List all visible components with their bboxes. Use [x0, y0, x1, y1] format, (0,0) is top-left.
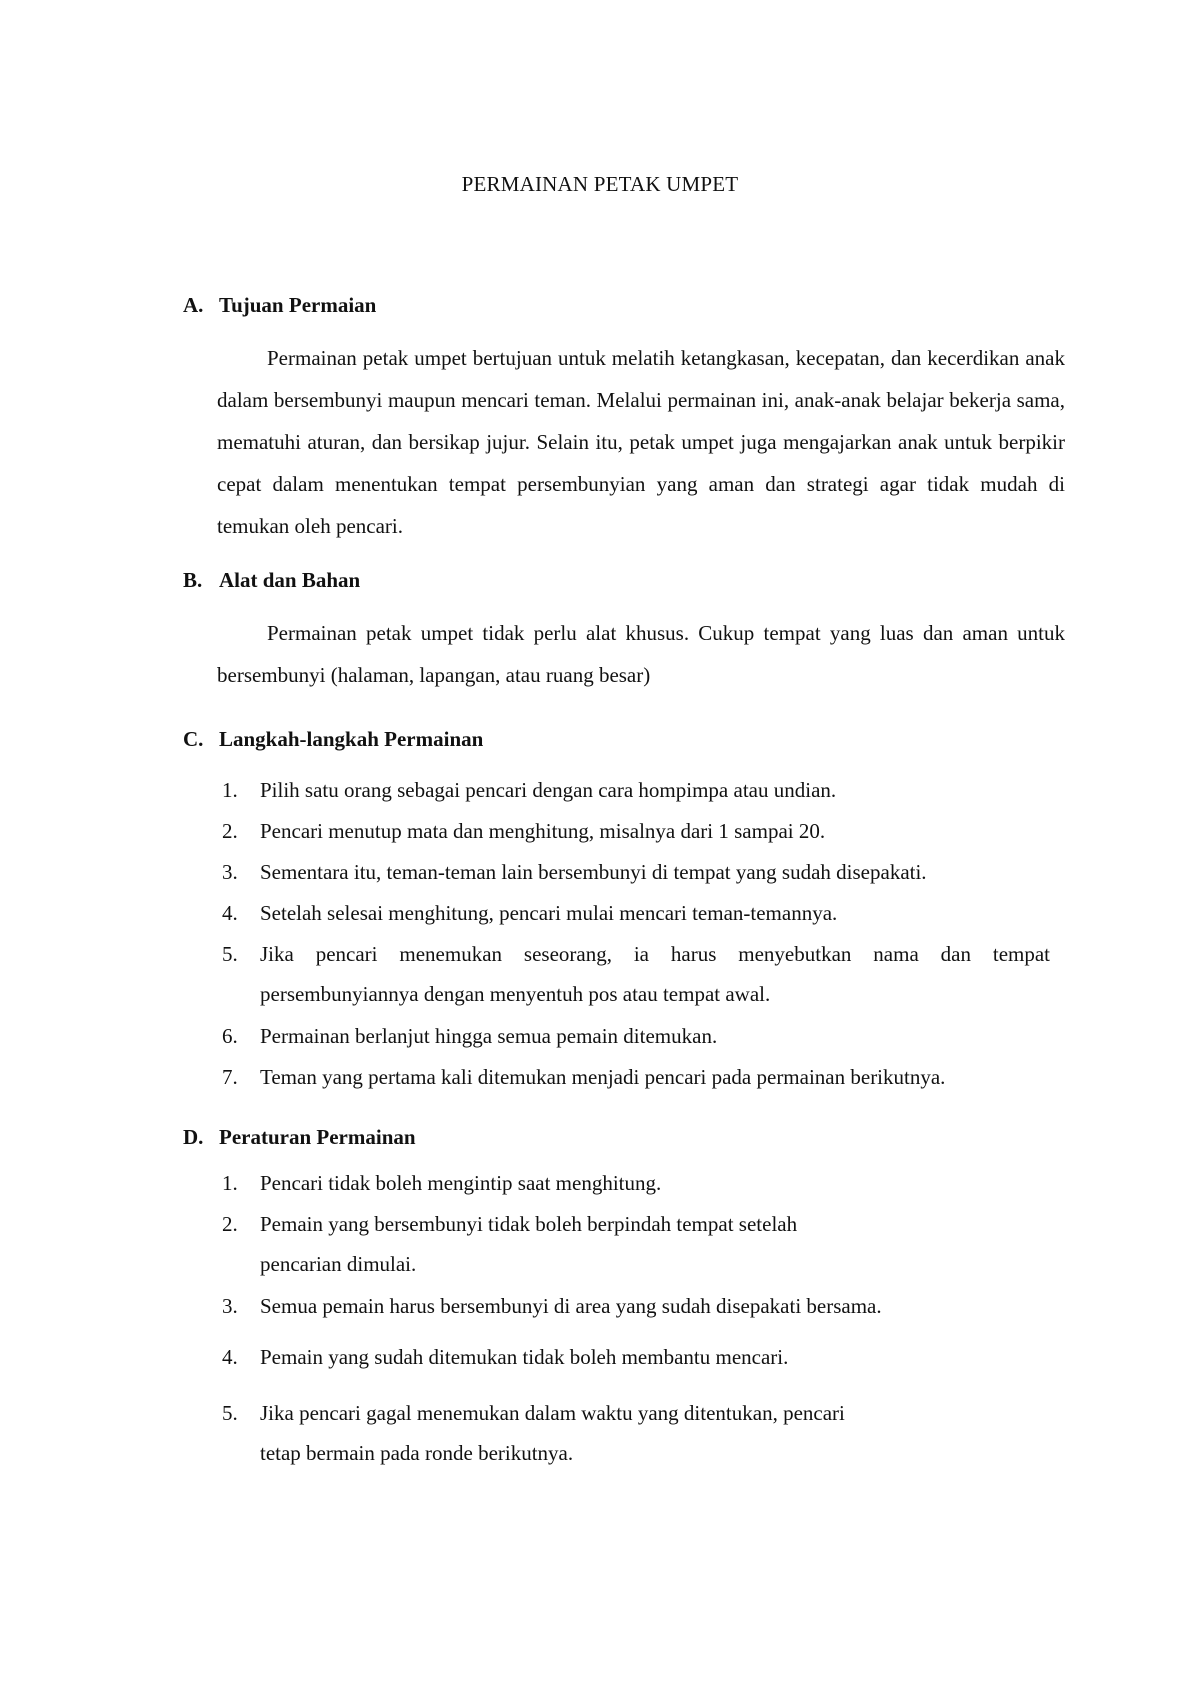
list-item — [222, 1286, 1050, 1326]
list-text-line: pencarian dimulai. — [260, 1252, 417, 1276]
list-text-line: tetap bermain pada ronde berikutnya. — [260, 1441, 574, 1465]
section-a-heading — [183, 293, 376, 318]
list-text: Permainan berlanjut hingga semua pemain ditemukan. — [260, 1024, 718, 1048]
section-b-paragraph: Permainan petak umpet tidak perlu alat khusus. Cukup tempat yang luas dan aman untuk bersembunyi (halaman, lapangan, atau ruang besar) — [217, 621, 1065, 687]
list-text: Pilih satu orang sebagai pencari dengan cara hompimpa atau undian. — [260, 778, 837, 802]
section-title: Langkah-langkah Permainan — [219, 727, 484, 751]
list-text-line: Jika pencari gagal menemukan dalam waktu yang ditentukan, pencari — [260, 1401, 845, 1425]
list-text — [260, 1204, 1050, 1284]
list-item — [222, 1337, 1050, 1377]
list-item — [222, 1016, 1050, 1056]
list-number: 2. — [222, 819, 238, 843]
section-d-heading — [183, 1125, 416, 1150]
list-number: 6. — [222, 1024, 238, 1048]
section-letter: B. — [183, 568, 203, 592]
list-number: 4. — [222, 1345, 238, 1369]
list-item — [222, 1163, 1050, 1203]
list-text: Setelah selesai menghitung, pencari mulai mencari teman-temannya. — [260, 901, 838, 925]
list-number: 2. — [222, 1212, 238, 1236]
section-title: Alat dan Bahan — [219, 568, 361, 592]
section-c-heading — [183, 727, 483, 752]
section-b-heading — [183, 568, 360, 593]
list-text: Teman yang pertama kali ditemukan menjadi pencari pada permainan berikutnya. — [260, 1065, 946, 1089]
list-number: 5. — [222, 1401, 238, 1425]
section-title: Peraturan Permainan — [219, 1125, 416, 1149]
list-text — [260, 1393, 1050, 1473]
list-item — [222, 852, 1050, 892]
list-text: Pencari menutup mata dan menghitung, misalnya dari 1 sampai 20. — [260, 819, 826, 843]
list-item — [222, 934, 1050, 1014]
list-item — [222, 811, 1050, 851]
list-item — [222, 770, 1050, 810]
list-text: Pemain yang sudah ditemukan tidak boleh membantu mencari. — [260, 1345, 789, 1369]
list-number: 1. — [222, 778, 238, 802]
section-letter: D. — [183, 1125, 204, 1149]
list-item — [222, 1393, 1050, 1473]
section-a-paragraph: Permainan petak umpet bertujuan untuk melatih ketangkasan, kecepatan, dan kecerdikan anak dalam bersembunyi maupun mencari teman. Melalui permainan ini, anak-anak belajar bekerja sama, mematuhi aturan, dan bersikap jujur. Selain itu, petak umpet juga mengajarkan anak untuk berpikir cepat dalam menentukan tempat persembunyian yang aman dan strategi agar tidak mudah di temukan oleh pencari. — [217, 346, 1065, 538]
list-item — [222, 893, 1050, 933]
list-text: Sementara itu, teman-teman lain bersembunyi di tempat yang sudah disepakati. — [260, 860, 927, 884]
section-title: Tujuan Permaian — [219, 293, 377, 317]
document-title: PERMAINAN PETAK UMPET — [461, 172, 739, 196]
list-number: 3. — [222, 860, 238, 884]
list-item — [222, 1204, 1050, 1284]
list-number: 5. — [222, 942, 238, 966]
list-text: Pencari tidak boleh mengintip saat menghitung. — [260, 1171, 662, 1195]
list-text: Jika pencari menemukan seseorang, ia harus menyebutkan nama dan tempat persembunyiannya dengan menyentuh pos atau tempat awal. — [260, 942, 1050, 1006]
list-item — [222, 1057, 1050, 1097]
list-number: 1. — [222, 1171, 238, 1195]
section-letter: A. — [183, 293, 204, 317]
list-text: Semua pemain harus bersembunyi di area yang sudah disepakati bersama. — [260, 1294, 882, 1318]
section-letter: C. — [183, 727, 204, 751]
list-text-line: Pemain yang bersembunyi tidak boleh berpindah tempat setelah — [260, 1212, 798, 1236]
list-number: 7. — [222, 1065, 238, 1089]
list-number: 4. — [222, 901, 238, 925]
list-number: 3. — [222, 1294, 238, 1318]
